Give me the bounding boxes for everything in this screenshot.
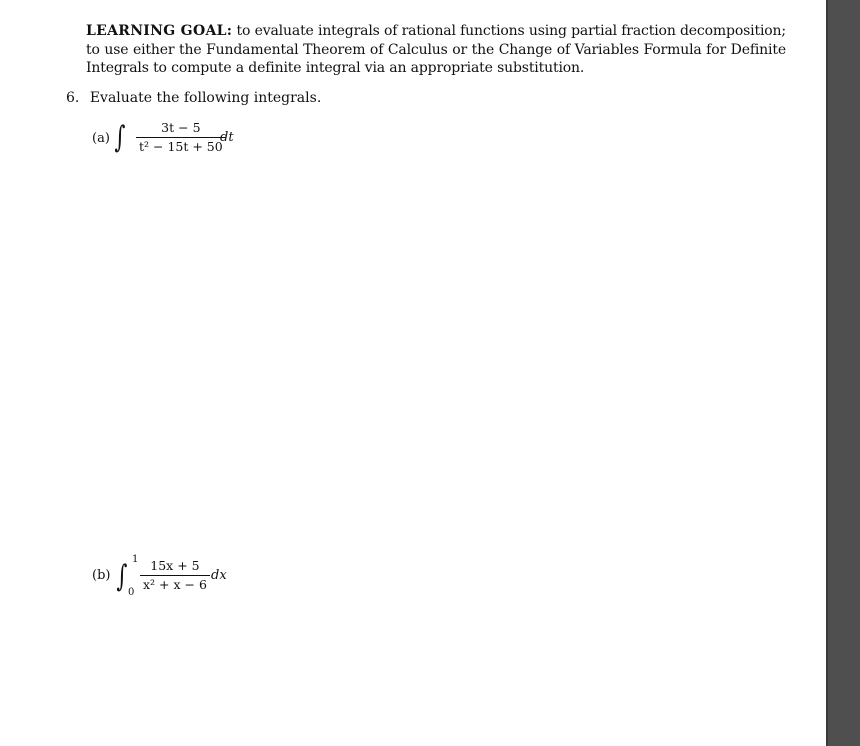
part-b-numerator: 15x + 5 — [150, 558, 200, 573]
part-a-differential: dt — [220, 130, 234, 145]
part-a-integral-sign: ∫ — [114, 120, 126, 155]
part-a-numerator: 3t − 5 — [161, 120, 201, 135]
problem-number: 6. — [66, 90, 80, 106]
learning-goal — [86, 22, 786, 78]
part-a-label: (a) — [92, 131, 110, 146]
part-b-differential: dx — [211, 568, 227, 583]
part-b-label: (b) — [92, 568, 111, 583]
part-b — [92, 554, 272, 602]
part-a-fraction — [136, 120, 226, 154]
problem-prompt: Evaluate the following integrals. — [89, 90, 322, 106]
part-a — [92, 120, 272, 160]
learning-goal-text: to evaluate integrals of rational functions using partial fraction decomposition; to use either the Fundamental Theorem of Calculus or the Change of Variables Formula for Definite Integrals to compute a definite integral via an appropriate substitution. — [86, 23, 786, 76]
problem-heading — [66, 89, 321, 107]
part-a-denominator: t² − 15t + 50 — [139, 139, 223, 154]
part-b-denominator: x² + x − 6 — [143, 577, 207, 592]
part-b-upper-limit: 1 — [132, 554, 139, 565]
part-b-lower-limit: 0 — [128, 587, 135, 598]
part-b-integral-sign: ∫ — [116, 559, 128, 594]
part-b-fraction — [140, 558, 210, 592]
learning-goal-label: LEARNING GOAL: — [86, 23, 233, 39]
